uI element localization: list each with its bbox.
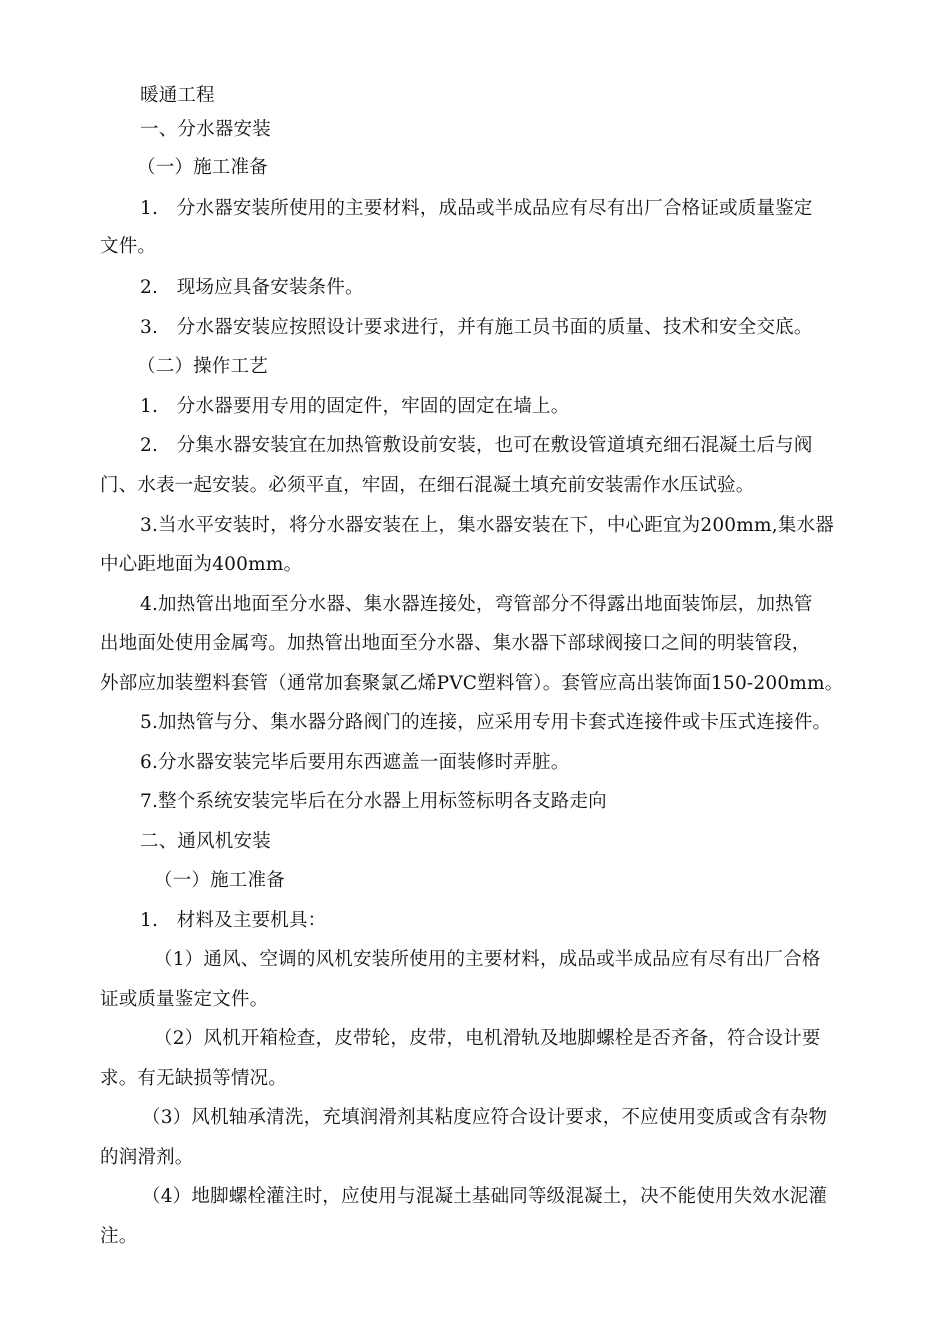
paragraph-line: 1. 分水器要用专用的固定件，牢固的固定在墙上。 bbox=[140, 396, 570, 417]
paragraph-line: 7.整个系统安装完毕后在分水器上用标签标明各支路走向 bbox=[140, 791, 607, 812]
paragraph-line: 6.分水器安装完毕后要用东西遮盖一面装修时弄脏。 bbox=[140, 752, 570, 773]
paragraph-line: 求。有无缺损等情况。 bbox=[100, 1068, 288, 1089]
paragraph-line: 3. 分水器安装应按照设计要求进行，并有施工员书面的质量、技术和安全交底。 bbox=[140, 317, 813, 338]
paragraph-line: （4）地脚螺栓灌注时，应使用与混凝土基础同等级混凝土，决不能使用失效水泥灌 bbox=[142, 1186, 828, 1207]
paragraph-line: 出地面处使用金属弯。加热管出地面至分水器、集水器下部球阀接口之间的明装管段， bbox=[100, 633, 811, 654]
subsection-heading: （一）施工准备 bbox=[154, 870, 285, 891]
paragraph-line: （3）风机轴承清洗，充填润滑剂其粘度应符合设计要求，不应使用变质或含有杂物 bbox=[142, 1107, 828, 1128]
subsection-heading: （二）操作工艺 bbox=[137, 356, 268, 377]
paragraph-line: 外部应加装塑料套管（通常加套聚氯乙烯PVC塑料管）。套管应高出装饰面150-200mm。 bbox=[100, 673, 844, 694]
doc-title: 暖通工程 bbox=[140, 85, 215, 106]
paragraph-line: 1. 材料及主要机具： bbox=[140, 910, 327, 931]
paragraph-line: 的润滑剂。 bbox=[100, 1147, 194, 1168]
paragraph-line: 中心距地面为400mm。 bbox=[100, 554, 303, 575]
paragraph-line: （1）通风、空调的风机安装所使用的主要材料，成品或半成品应有尽有出厂合格 bbox=[154, 949, 821, 970]
paragraph-line: 2. 分集水器安装宜在加热管敷设前安装，也可在敷设管道填充细石混凝土后与阀 bbox=[140, 435, 813, 456]
paragraph-line: 文件。 bbox=[100, 236, 157, 257]
subsection-heading: （一）施工准备 bbox=[137, 157, 268, 178]
paragraph-line: 4.加热管出地面至分水器、集水器连接处，弯管部分不得露出地面装饰层，加热管 bbox=[140, 594, 813, 615]
paragraph-line: 门、水表一起安装。必须平直，牢固，在细石混凝土填充前安装需作水压试验。 bbox=[100, 475, 755, 496]
paragraph-line: 5.加热管与分、集水器分路阀门的连接，应采用专用卡套式连接件或卡压式连接件。 bbox=[140, 712, 832, 733]
section-heading-1: 一、分水器安装 bbox=[140, 119, 271, 140]
paragraph-line: （2）风机开箱检查，皮带轮，皮带，电机滑轨及地脚螺栓是否齐备，符合设计要 bbox=[154, 1028, 821, 1049]
paragraph-line: 证或质量鉴定文件。 bbox=[100, 989, 269, 1010]
paragraph-line: 2. 现场应具备安装条件。 bbox=[140, 277, 364, 298]
paragraph-line: 1. 分水器安装所使用的主要材料，成品或半成品应有尽有出厂合格证或质量鉴定 bbox=[140, 198, 813, 219]
paragraph-line: 3.当水平安装时，将分水器安装在上，集水器安装在下，中心距宜为200mm,集水器 bbox=[140, 515, 834, 536]
paragraph-line: 注。 bbox=[100, 1226, 138, 1247]
section-heading-2: 二、通风机安装 bbox=[140, 831, 271, 852]
